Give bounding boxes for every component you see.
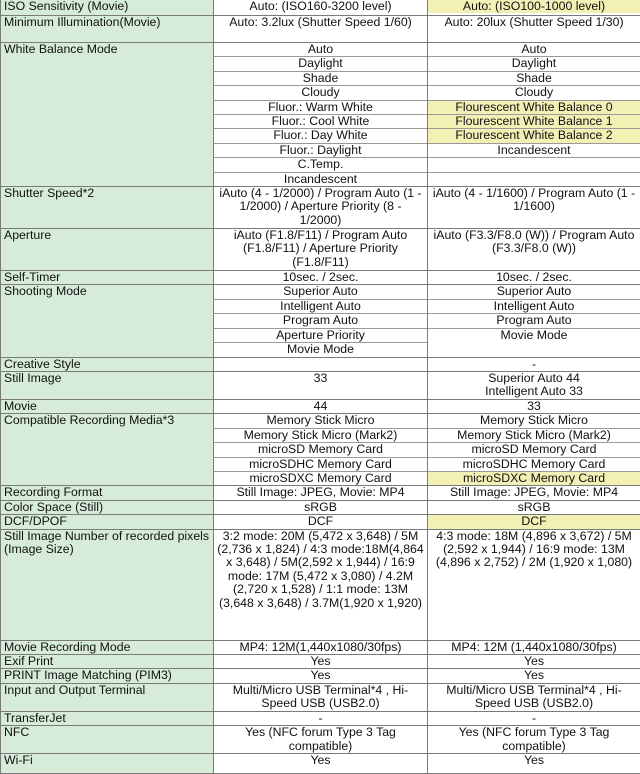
value-line: 4:3 mode: 18M (4,896 x 3,672) / 5M (2,592 x 1,944) / 16:9 mode: 13M (4,896 x 2,752) / 2M (1,920 x 1,080) (428, 530, 640, 570)
spec-row (1, 486, 640, 500)
spec-label: Wi-Fi (1, 754, 214, 774)
value-line: Daylight (214, 56, 427, 70)
spec-value-b (428, 285, 640, 357)
spec-value-a (214, 529, 428, 640)
value-line: Yes (NFC forum Type 3 Tag compatible) (214, 726, 427, 753)
spec-value-b (428, 187, 640, 229)
value-line: 3:2 mode: 20M (5,472 x 3,648) / 5M (2,736 x 1,824) / 4:3 mode:18M(4,864 x 3,648) / 5M(2,592 x 1,944) / 16:9 mode: 17M (5,472 x 3,080) / 4.2M (2,720 x 1,528) / 1:1 mode: 13M (3,648 x 3,648) / 3.7M(1,920 x 1,920) (214, 530, 427, 610)
value-line: Cloudy (214, 85, 427, 99)
value-line: microSDXC Memory Card (214, 471, 427, 485)
spec-value-a (214, 371, 428, 399)
spec-value-a (214, 271, 428, 285)
spec-value-b (428, 229, 640, 271)
value-line: 33 (214, 372, 427, 385)
value-line: Auto: 20lux (Shutter Speed 1/30) (428, 16, 640, 29)
spec-value-b (428, 754, 640, 774)
spec-value-b (428, 515, 640, 529)
value-line: Incandescent (428, 143, 640, 157)
value-line: Auto: (ISO100-1000 level) (428, 0, 640, 13)
value-line: iAuto (4 - 1/2000) / Program Auto (1 - 1/2000) / Aperture Priority (8 - 1/2000) (214, 187, 427, 227)
spec-row (1, 654, 640, 668)
value-line: 10sec. / 2sec. (428, 271, 640, 284)
value-line: Multi/Micro USB Terminal*4 , Hi-Speed USB (USB2.0) (428, 684, 640, 711)
spec-label: Minimum Illumination(Movie) (1, 16, 214, 43)
spec-label: Exif Print (1, 654, 214, 668)
value-line: Daylight (428, 56, 640, 70)
value-line: Intelligent Auto 33 (428, 385, 640, 398)
value-line: Memory Stick Micro (Mark2) (214, 428, 427, 442)
spec-value-a (214, 486, 428, 500)
value-line: Multi/Micro USB Terminal*4 , Hi-Speed USB (USB2.0) (214, 684, 427, 711)
value-line: microSD Memory Card (428, 442, 640, 456)
value-line (214, 358, 427, 371)
value-line: iAuto (F3.3/F8.0 (W)) / Program Auto (F3.3/F8.0 (W)) (428, 229, 640, 256)
value-line: Fluor.: Cool White (214, 114, 427, 128)
value-line: Yes (NFC forum Type 3 Tag compatible) (428, 726, 640, 753)
value-line: Memory Stick Micro (428, 414, 640, 427)
spec-value-a (214, 414, 428, 486)
spec-label: Still Image (1, 371, 214, 399)
value-line: Still Image: JPEG, Movie: MP4 (428, 486, 640, 499)
value-line (428, 172, 640, 186)
spec-label: NFC (1, 726, 214, 754)
spec-label: Color Space (Still) (1, 500, 214, 514)
value-line: microSD Memory Card (214, 442, 427, 456)
value-line: MP4: 12M (1,440x1080/30fps) (428, 641, 640, 654)
spec-value-b (428, 726, 640, 754)
spec-label: Shutter Speed*2 (1, 187, 214, 229)
spec-row (1, 357, 640, 371)
value-line: Yes (214, 669, 427, 682)
spec-row (1, 754, 640, 774)
spec-value-a (214, 229, 428, 271)
spec-value-a (214, 711, 428, 725)
spec-label: ISO Sensitivity (Movie) (1, 0, 214, 16)
spec-label: Aperture (1, 229, 214, 271)
value-line: Cloudy (428, 85, 640, 99)
spec-value-a (214, 285, 428, 357)
spec-value-b (428, 640, 640, 654)
value-line: MP4: 12M(1,440x1080/30fps) (214, 641, 427, 654)
value-line: Yes (428, 754, 640, 767)
value-line: Still Image: JPEG, Movie: MP4 (214, 486, 427, 499)
value-line: Fluor.: Warm White (214, 100, 427, 114)
value-line: - (428, 712, 640, 725)
spec-label: DCF/DPOF (1, 515, 214, 529)
value-line: Flourescent White Balance 1 (428, 114, 640, 128)
spec-row (1, 229, 640, 271)
value-line: C.Temp. (214, 157, 427, 171)
spec-value-a (214, 187, 428, 229)
value-line: microSDHC Memory Card (214, 457, 427, 471)
value-line: Memory Stick Micro (214, 414, 427, 427)
spec-value-b (428, 0, 640, 16)
value-line: Auto: 3.2lux (Shutter Speed 1/60) (214, 16, 427, 29)
spec-label: White Balance Mode (1, 43, 214, 187)
value-line: Auto (428, 43, 640, 56)
spec-row (1, 43, 640, 187)
value-line: Yes (214, 655, 427, 668)
value-line (428, 342, 640, 355)
spec-value-b (428, 371, 640, 399)
spec-label: Recording Format (1, 486, 214, 500)
spec-row (1, 0, 640, 16)
value-line: Superior Auto 44 (428, 372, 640, 385)
spec-value-b (428, 529, 640, 640)
value-line: Auto: (ISO160-3200 level) (214, 0, 427, 13)
spec-row (1, 640, 640, 654)
spec-value-a (214, 754, 428, 774)
value-line: Fluor.: Day White (214, 128, 427, 142)
value-line: Intelligent Auto (214, 299, 427, 313)
value-line: sRGB (428, 501, 640, 514)
spec-value-b (428, 399, 640, 413)
spec-row (1, 669, 640, 683)
spec-value-a (214, 16, 428, 43)
value-line: microSDHC Memory Card (428, 457, 640, 471)
spec-row (1, 399, 640, 413)
spec-value-b (428, 654, 640, 668)
spec-value-a (214, 515, 428, 529)
spec-value-b (428, 271, 640, 285)
value-line: 44 (214, 400, 427, 413)
spec-value-a (214, 640, 428, 654)
spec-label: Movie Recording Mode (1, 640, 214, 654)
spec-value-b (428, 414, 640, 486)
spec-label: Shooting Mode (1, 285, 214, 357)
value-line: Program Auto (428, 313, 640, 327)
spec-row (1, 285, 640, 357)
spec-label: Creative Style (1, 357, 214, 371)
value-line: Superior Auto (214, 285, 427, 298)
spec-row (1, 683, 640, 711)
value-line: Intelligent Auto (428, 299, 640, 313)
spec-label: PRINT Image Matching (PIM3) (1, 669, 214, 683)
spec-value-b (428, 357, 640, 371)
spec-value-a (214, 500, 428, 514)
value-line: Movie Mode (428, 328, 640, 342)
value-line: Incandescent (214, 172, 427, 186)
spec-label: TransferJet (1, 711, 214, 725)
spec-value-a (214, 669, 428, 683)
spec-value-a (214, 43, 428, 187)
spec-label: Input and Output Terminal (1, 683, 214, 711)
spec-value-a (214, 726, 428, 754)
spec-row (1, 711, 640, 725)
value-line: Program Auto (214, 313, 427, 327)
spec-value-b (428, 683, 640, 711)
value-line: - (428, 358, 640, 371)
value-line: Shade (428, 71, 640, 85)
value-line: Aperture Priority (214, 328, 427, 342)
value-line: DCF (214, 515, 427, 528)
value-line: Yes (428, 655, 640, 668)
value-line: Superior Auto (428, 285, 640, 298)
spec-row (1, 371, 640, 399)
spec-value-a (214, 357, 428, 371)
value-line: 33 (428, 400, 640, 413)
spec-row (1, 500, 640, 514)
spec-label-text: Still Image Number of recorded pixels (Image Size) (4, 529, 209, 556)
spec-label: Compatible Recording Media*3 (1, 414, 214, 486)
value-line: 10sec. / 2sec. (214, 271, 427, 284)
value-line: Fluor.: Daylight (214, 143, 427, 157)
spec-row (1, 414, 640, 486)
value-line: Yes (214, 754, 427, 767)
spec-value-a (214, 399, 428, 413)
value-line: iAuto (F1.8/F11) / Program Auto (F1.8/F11) / Aperture Priority (F1.8/F11) (214, 229, 427, 269)
value-line: Flourescent White Balance 0 (428, 100, 640, 114)
value-line: Flourescent White Balance 2 (428, 128, 640, 142)
value-line: sRGB (214, 501, 427, 514)
spec-value-b (428, 669, 640, 683)
value-line: Shade (214, 71, 427, 85)
spec-value-a (214, 683, 428, 711)
value-line: Yes (428, 669, 640, 682)
spec-row (1, 529, 640, 640)
value-line: Memory Stick Micro (Mark2) (428, 428, 640, 442)
spec-row (1, 271, 640, 285)
value-line: - (214, 712, 427, 725)
value-line: microSDXC Memory Card (428, 471, 640, 485)
spec-row (1, 16, 640, 43)
spec-label: Self-Timer (1, 271, 214, 285)
spec-value-b (428, 486, 640, 500)
value-line (428, 157, 640, 171)
value-line: iAuto (4 - 1/1600) / Program Auto (1 - 1/1600) (428, 187, 640, 214)
value-line: DCF (428, 515, 640, 528)
spec-value-b (428, 43, 640, 187)
spec-row (1, 726, 640, 754)
spec-value-b (428, 500, 640, 514)
value-line: Movie Mode (214, 342, 427, 356)
spec-value-a (214, 654, 428, 668)
spec-row (1, 187, 640, 229)
value-line: Auto (214, 43, 427, 56)
spec-label: Movie (1, 399, 214, 413)
spec-value-b (428, 711, 640, 725)
spec-label (1, 529, 214, 640)
spec-row (1, 515, 640, 529)
spec-value-b (428, 16, 640, 43)
spec-value-a (214, 0, 428, 16)
